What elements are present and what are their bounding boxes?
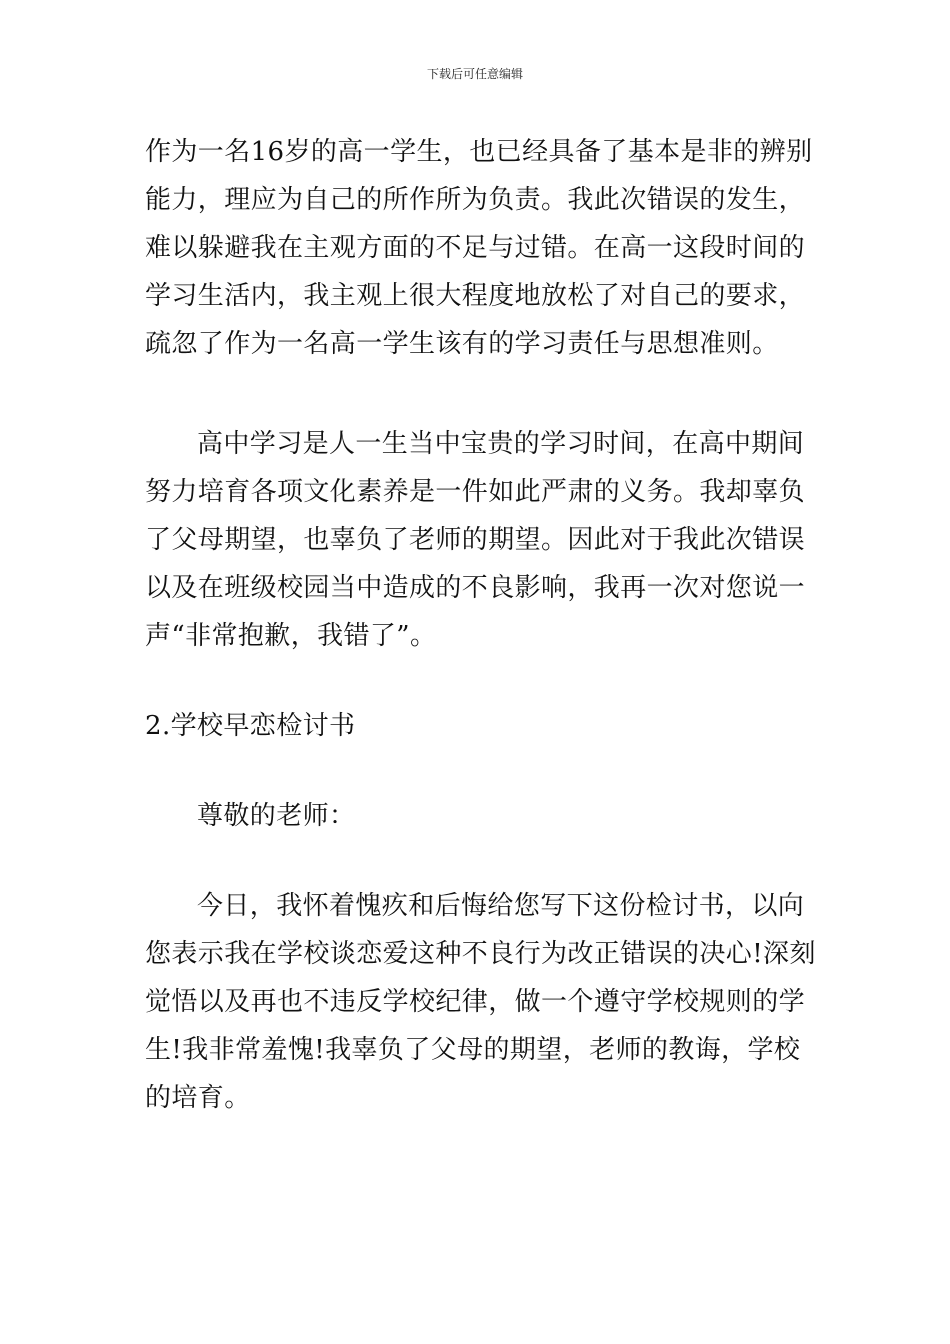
paragraph-gap (145, 750, 813, 792)
text-line: 能力，理应为自己的所作所为负责。我此次错误的发生， (145, 185, 806, 215)
text-line: 您表示我在学校谈恋爱这种不良行为改正错误的决心!深刻 (145, 939, 816, 969)
text-line: 高中学习是人一生当中宝贵的学习时间，在高中期间 (197, 429, 805, 459)
text-line: 作为一名16岁的高一学生，也已经具备了基本是非的辨别 (145, 137, 813, 167)
text-line: 觉悟以及再也不违反学校纪律，做一个遵守学校规则的学 (145, 987, 806, 1017)
paragraph-1 (145, 128, 813, 368)
salutation: 尊敬的老师： (197, 801, 356, 831)
text-line: 今日，我怀着愧疚和后悔给您写下这份检讨书，以向 (197, 891, 805, 921)
paragraph-3 (145, 882, 816, 1122)
text-line: 了父母期望，也辜负了老师的期望。因此对于我此次错误 (145, 525, 806, 555)
text-line: 声“非常抱歉，我错了”。 (145, 621, 437, 651)
text-line: 生!我非常羞愧!我辜负了父母的期望，老师的教诲，学校 (145, 1035, 801, 1065)
document-body (145, 128, 816, 1122)
paragraph-gap (145, 840, 813, 882)
text-line: 以及在班级校园当中造成的不良影响，我再一次对您说一 (145, 573, 806, 603)
text-line: 的培育。 (145, 1083, 251, 1113)
paragraph-gap (145, 660, 813, 702)
text-line: 努力培育各项文化素养是一件如此严肃的义务。我却辜负 (145, 477, 806, 507)
text-line: 疏忽了作为一名高一学生该有的学习责任与思想准则。 (145, 329, 779, 359)
section-heading: 2.学校早恋检讨书 (145, 711, 356, 741)
text-line: 学习生活内，我主观上很大程度地放松了对自己的要求， (145, 281, 806, 311)
paragraph-2 (145, 420, 813, 660)
paragraph-gap (145, 368, 813, 420)
page-header-note: 下载后可任意编辑 (426, 67, 523, 81)
text-line: 难以躲避我在主观方面的不足与过错。在高一这段时间的 (145, 233, 806, 263)
